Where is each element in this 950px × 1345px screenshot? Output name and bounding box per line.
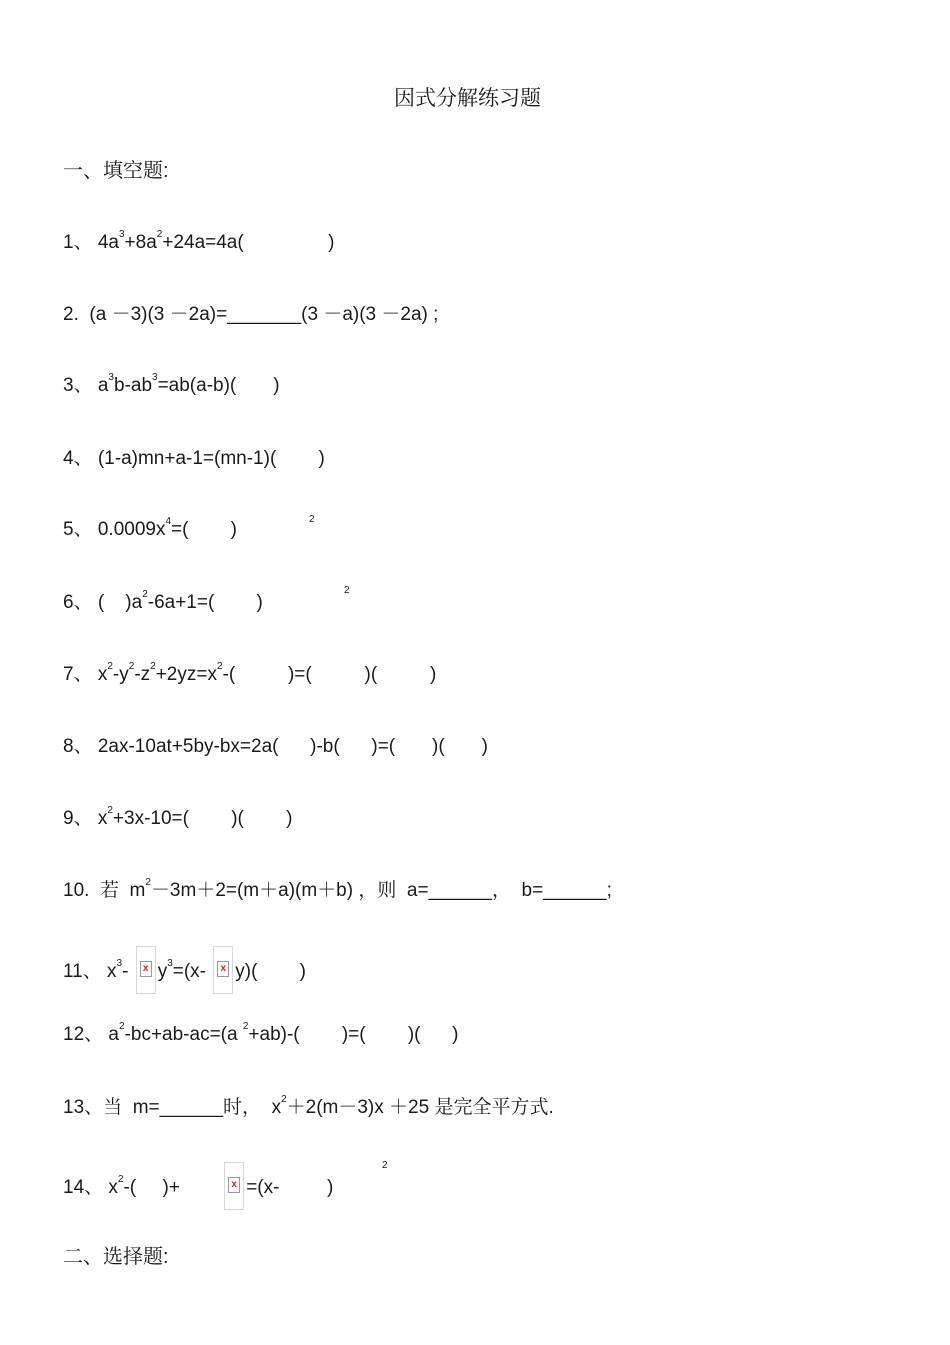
question-6: 6、 ( )$a^2-6a+1=$( ) (63, 588, 263, 613)
question-5-stray-superscript: 2 (309, 514, 315, 525)
question-3: 3、 $a^3b-ab^3=ab(a-b)$( ) (63, 371, 280, 396)
question-10: 10. 若 $m^2-3m+2=(m+a)(m+b)$ ，则 a=______， b=______; (63, 876, 612, 901)
section-fill-in-blank: 一、填空题: (63, 160, 169, 182)
question-14: 14、 $x^2-$( )+ x =(x- ) (63, 1164, 333, 1212)
question-8: 8、 2ax-10at+5by-bx=2a( )-b( )=( )( ) (63, 736, 488, 757)
question-11: 11、 $x^3-$ x $y^3=(x-$ x y)( ) (63, 948, 306, 996)
question-5: 5、 $0.0009x^4=$( ) (63, 515, 238, 540)
broken-image-icon: x (224, 1162, 244, 1210)
worksheet-title: 因式分解练习题 (394, 87, 541, 110)
question-13: 13、当 m=______时， $x^2+2(m-3)x +25$ 是完全平方式. (63, 1093, 554, 1118)
question-2: 2. (a －3)(3 －2a)=_______(3 －a)(3 －2a) ; (63, 304, 439, 325)
question-9: 9、 $x^2+3x-10=$( )( ) (63, 804, 293, 829)
question-12: 12、 $a^2-bc+ab-ac=(a$ $^2$+ab)-( )=( )( ) (63, 1020, 459, 1045)
question-6-stray-superscript: 2 (344, 585, 350, 596)
question-1: 1、 $4a^3+8a^2+24a=4a$( ) (63, 228, 335, 253)
broken-image-icon: x (136, 946, 156, 994)
question-4: 4、 (1-a)mn+a-1=(mn-1)( ) (63, 448, 325, 469)
section-multiple-choice: 二、选择题: (63, 1246, 169, 1268)
question-7: 7、 $x^2-y^2-z^2+2yz=x^2-$( )=( )( ) (63, 660, 437, 685)
question-14-stray-superscript: 2 (382, 1160, 388, 1171)
broken-image-icon: x (213, 946, 233, 994)
